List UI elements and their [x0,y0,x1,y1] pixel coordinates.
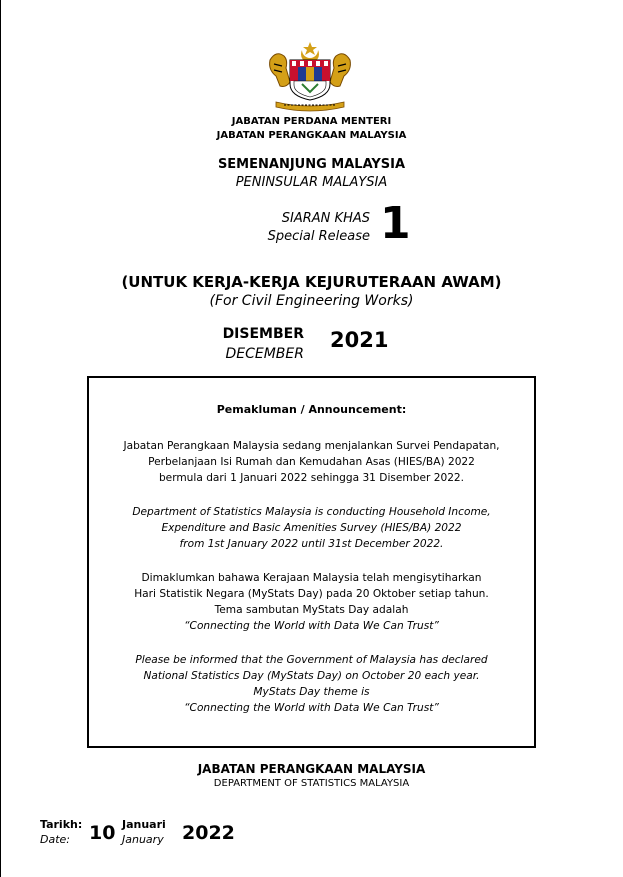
footer-org-english: DEPARTMENT OF STATISTICS MALAYSIA [213,778,410,789]
release-label-english: Special Release [267,229,370,244]
announcement-heading: Pemakluman / Announcement: [216,403,407,416]
scope-malay: (UNTUK KERJA-KERJA KEJURUTERAAN AWAM) [121,273,502,291]
period-month-malay: DISEMBER [222,326,304,342]
paragraph-line: Please be informed that the Government of Malaysia has declared [135,654,488,666]
announcement-paragraph-english-mystats [89,652,534,716]
date-year: 2022 [182,822,235,844]
paragraph-line: Dimaklumkan bahawa Kerajaan Malaysia telah mengisytiharkan [141,572,482,584]
date-label-malay: Tarikh: [40,818,83,831]
region-english: PENINSULAR MALAYSIA [235,175,388,190]
paragraph-line: Expenditure and Basic Amenities Survey (HIES/BA) 2022 [161,522,462,534]
paragraph-line: bermula dari 1 Januari 2022 sehingga 31 Disember 2022. [158,472,465,484]
release-label [250,210,370,246]
announcement-box [87,376,536,748]
date-label-english: Date: [40,833,70,846]
footer-org-malay: JABATAN PERANGKAAN MALAYSIA [197,762,426,776]
paragraph-line: Tema sambutan MyStats Day adalah [214,604,409,616]
announcement-paragraph-english-survey [89,504,534,552]
period-year: 2021 [330,328,389,352]
scope-english: (For Civil Engineering Works) [209,293,414,309]
agency-line-1: JABATAN PERDANA MENTERI [231,116,392,127]
paragraph-line: Department of Statistics Malaysia is conducting Household Income, [132,506,491,518]
malaysia-coat-of-arms-icon [262,40,358,112]
paragraph-line: from 1st January 2022 until 31st December 2022. [179,538,444,550]
paragraph-line: Perbelanjaan Isi Rumah dan Kemudahan Asas (HIES/BA) 2022 [148,456,475,468]
paragraph-line: National Statistics Day (MyStats Day) on October 20 each year. [143,670,480,682]
paragraph-line: “Connecting the World with Data We Can Trust” [184,620,439,632]
paragraph-line: “Connecting the World with Data We Can Trust” [184,702,439,714]
date-month-malay: Januari [122,818,166,831]
date-month-english: January [122,833,164,846]
region-malay: SEMENANJUNG MALAYSIA [217,157,406,172]
announcement-paragraph-malay-survey [89,438,534,486]
agency-line-2: JABATAN PERANGKAAN MALAYSIA [216,130,407,141]
release-label-malay: SIARAN KHAS [281,211,370,226]
paragraph-line: Hari Statistik Negara (MyStats Day) pada 20 Oktober setiap tahun. [134,588,489,600]
paragraph-line: Jabatan Perangkaan Malaysia sedang menjalankan Survei Pendapatan, [123,440,500,452]
release-number: 1 [380,198,411,249]
period-month-english: DECEMBER [225,346,304,362]
paragraph-line: MyStats Day theme is [253,686,370,698]
announcement-paragraph-malay-mystats [89,570,534,634]
date-day: 10 [89,822,116,844]
